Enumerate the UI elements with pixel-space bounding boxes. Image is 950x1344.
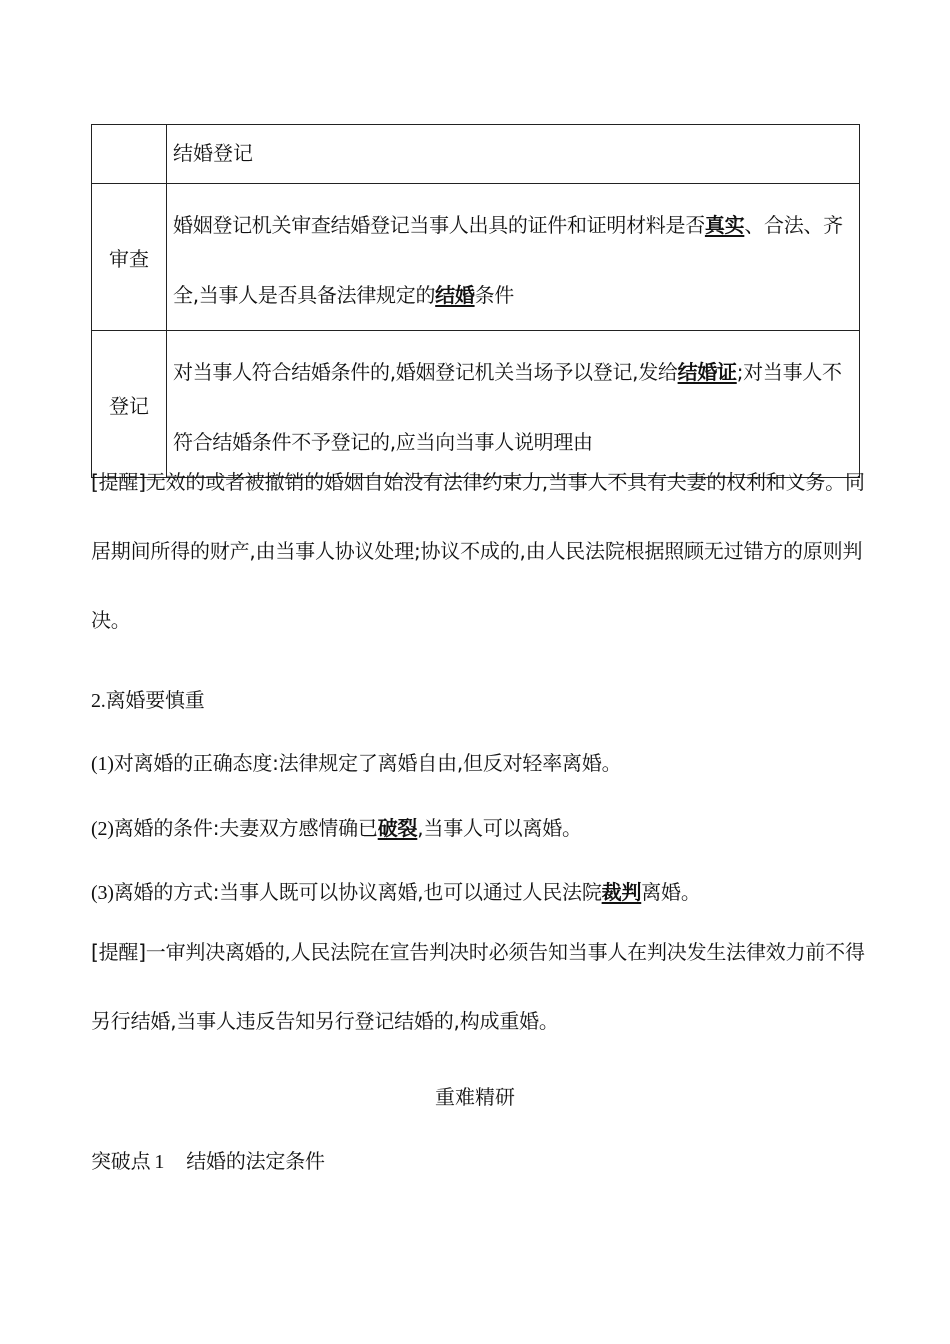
list-item-1-text: 对离婚的正确态度:法律规定了离婚自由,但反对轻率离婚。 [113,751,622,775]
review-text-3: 条件 [474,283,514,307]
header-label-cell [92,125,167,184]
list-item-2 [91,812,866,841]
list-item-3-text-1: 离婚的方式:当事人既可以协议离婚,也可以通过人民法院 [113,880,602,904]
list-item-2-text-1: 离婚的条件:夫妻双方感情确已 [113,816,378,840]
list-item-3 [91,876,866,905]
keyword-marriage-certificate: 结婚证 [677,360,737,384]
list-item-3-text-2: 离婚。 [641,880,701,904]
table-header-row [92,125,860,184]
list-item-2-number: (2) [91,818,114,840]
keyword-judgment: 裁判 [601,880,642,904]
tip-paragraph-2: [提醒]一审判决离婚的,人民法院在宣告判决时必须告知当事人在判决发生法律效力前不得另行结婚,当事人违反告知另行登记结婚的,构成重婚。 [91,940,865,1033]
header-content-cell: 结婚登记 [167,125,860,184]
keyword-marriage: 结婚 [435,283,475,307]
review-row [92,184,860,331]
register-text-1: 对当事人符合结婚条件的,婚姻登记机关当场予以登记,发给 [173,360,678,384]
review-content-cell [167,184,860,331]
marriage-registration-table [91,124,860,478]
breakthrough-number: 1 [154,1151,165,1173]
keyword-authentic: 真实 [704,213,745,237]
list-item-2-text-2: ,当事人可以离婚。 [417,816,582,840]
register-text-2: ;对当事人不符合结婚条件不予登记的,应当向当事人说明理由 [173,360,842,454]
section-2-title: 离婚要慎重 [105,688,205,712]
review-text-2: 、合法、齐全,当事人是否具备法律规定的 [173,213,843,307]
review-label-cell: 审查 [92,184,167,331]
breakthrough-heading [91,1145,866,1174]
breakthrough-label: 突破点 [91,1149,151,1173]
section-2-number: 2. [91,690,106,712]
list-item-1 [91,747,866,776]
section-heading: 重难精研 [435,1085,515,1109]
breakthrough-title: 结婚的法定条件 [186,1149,325,1173]
list-item-1-number: (1) [91,753,114,775]
review-text-1: 婚姻登记机关审查结婚登记当事人出具的证件和证明材料是否 [173,213,705,237]
keyword-breakdown: 破裂 [377,816,418,840]
list-item-3-number: (3) [91,882,114,904]
register-label-cell: 登记 [92,331,167,478]
section-2-heading [91,684,866,713]
tip-paragraph-1: [提醒]无效的或者被撤销的婚姻自始没有法律约束力,当事人不具有夫妻的权利和义务。同居期间所得的财产,由当事人协议处理;协议不成的,由人民法院根据照顾无过错方的原则判决。 [91,470,865,632]
